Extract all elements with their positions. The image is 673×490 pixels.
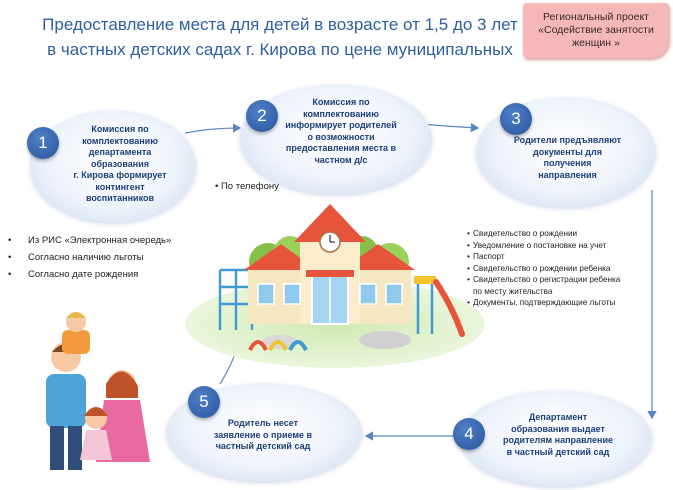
selection-criteria-list bbox=[8, 232, 208, 283]
step-2-line: Комиссия по bbox=[312, 97, 370, 107]
step-1-line: воспитанников bbox=[85, 193, 154, 203]
title-line-2: в частных детских садах г. Кирова по цене муниципальных bbox=[47, 40, 513, 59]
step-4-number: 4 bbox=[453, 418, 485, 450]
step-5-number: 5 bbox=[188, 386, 220, 418]
step-3-text bbox=[500, 135, 635, 181]
list-item: • Документы, подтверждающие льготы bbox=[467, 297, 667, 309]
step-4-line: образования выдает bbox=[511, 423, 605, 434]
phone-note: • По телефону bbox=[215, 181, 279, 192]
arrow-1-to-2 bbox=[185, 128, 240, 133]
step-1-text bbox=[56, 124, 184, 205]
step-3-line: Родители предъявляют bbox=[513, 135, 622, 145]
step-5-line: заявление о приеме в bbox=[213, 429, 313, 440]
step-1-line: Комиссия по bbox=[91, 124, 149, 134]
step-5-text bbox=[192, 418, 334, 453]
step-3-line: документы для bbox=[533, 146, 602, 157]
step-4-line: в частный детский сад bbox=[506, 446, 610, 457]
badge-line-2: «Содействие занятости bbox=[538, 24, 654, 36]
list-item: • Паспорт bbox=[467, 251, 667, 263]
step-2-line: информирует родителей bbox=[285, 120, 397, 130]
step-1-line: контингент bbox=[95, 181, 145, 192]
step-3-line: получения bbox=[543, 158, 592, 168]
badge-line-3: женщин » bbox=[572, 37, 620, 49]
list-item: • Уведомление о постановке на учет bbox=[467, 240, 667, 252]
list-item: • Согласно наличию льготы bbox=[8, 249, 208, 266]
step-4-line: родителям направление bbox=[502, 435, 614, 445]
list-item: • Свидетельство о рождении ребенка bbox=[467, 263, 667, 275]
list-item: • Свидетельство о рождении bbox=[467, 228, 667, 240]
kindergarten-building-illustration bbox=[185, 204, 485, 368]
badge-line-1: Региональный проект bbox=[542, 11, 649, 23]
list-item: • Согласно дате рождения bbox=[8, 266, 208, 283]
step-1-line: г. Кирова формирует bbox=[73, 170, 167, 180]
step-3-number: 3 bbox=[500, 103, 532, 135]
list-item: • Из РИС «Электронная очередь» bbox=[8, 232, 208, 249]
step-2-line: комплектованию bbox=[303, 108, 379, 119]
step-3-line: направления bbox=[538, 169, 597, 180]
step-2-line: предоставления места в bbox=[285, 143, 397, 153]
title-line-1: Предоставление места для детей в возрасте от 1,5 до 3 лет bbox=[42, 15, 518, 34]
step-4-line: Департамент bbox=[528, 412, 588, 422]
step-2-number: 2 bbox=[246, 100, 278, 132]
step-5-line: Родитель несет bbox=[227, 418, 299, 428]
documents-list bbox=[467, 228, 667, 309]
list-item: • Свидетельство о регистрации ребенка bbox=[467, 274, 667, 286]
list-item-continuation: по месту жительства bbox=[473, 286, 553, 296]
step-1-line: образования bbox=[90, 158, 150, 169]
step-4-text bbox=[488, 412, 628, 458]
step-2-line: о возможности bbox=[307, 131, 375, 142]
step-1-line: департамента bbox=[88, 147, 152, 157]
step-1-line: комплектованию bbox=[82, 135, 158, 146]
step-5-line: частный детский сад bbox=[215, 441, 311, 451]
step-1-number: 1 bbox=[27, 127, 59, 159]
step-2-line: частном д/с bbox=[314, 154, 368, 165]
family-illustration bbox=[46, 312, 150, 470]
step-2-text bbox=[278, 97, 404, 166]
